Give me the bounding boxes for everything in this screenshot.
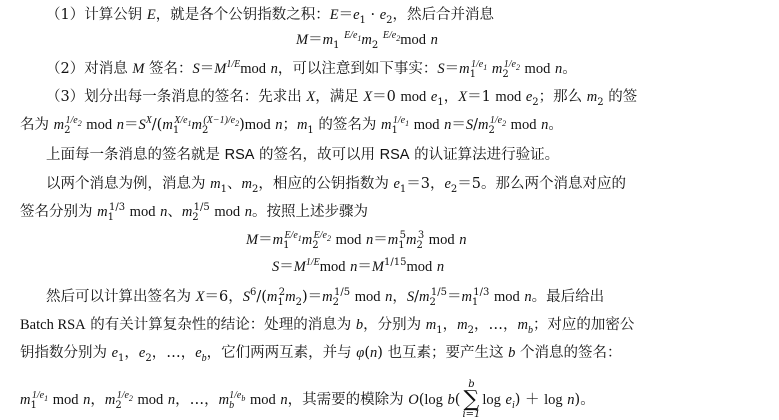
paragraph-verification: 上面每一条消息的签名就是 RSA 的签名，故可以用 RSA 的认证算法进行验证。 (46, 147, 560, 163)
paragraph-conclusion-line4: $m_1^{1/e_1}$ mod n，$m_2^{1/e_2}$ mod n，…，$m_b^{1/e_b}$ mod n，其需要的模除为 O(log b( b ∑ i=1 $\log e_i) + \log n$)。 (20, 379, 595, 420)
paragraph-step3-line2: 名为 $m_2^{1/e_2}$ mod $n=S^X/(m_1^{X/e_1}m_2^{(X-1)/e_2})mod$ n；$m_1$ 的签名为 $m_1^{1/e_1}$ mod $n=S/m_2^{1/e_2}$ mod n。 (20, 115, 563, 136)
equation-merge-message: $M=m_1$ $^{E/e_1}m_2$ $^{E/e_2}$mod n (296, 30, 438, 51)
paragraph-example-line2: 签名分别为 $m_1^{1/3}$ mod n、$m_2^{1/5}$ mod n。按照上述步骤为 (20, 202, 369, 223)
equation-example-m: $M=m_1^{E/e_1}m_2^{E/e_2}$ mod $n=m_1^5m_2^3$ mod n (246, 230, 467, 251)
paragraph-conclusion-line2: Batch RSA 的有关计算复杂性的结论：处理的消息为 b，分别为 $m_1$，$m_2$，…，$m_b$；对应的加密公 (20, 317, 635, 336)
paragraph-step3-line1: （3）划分出每一条消息的签名：先求出 X，满足 X＝0 mod $e_1$，X＝1 mod $e_2$；那么 $m_2$ 的签 (46, 89, 638, 108)
paragraph-conclusion-line1: 然后可以计算出签名为 X＝6，$S^6/(m_1^2m_2)=m_2^{1/5}$ mod n，$S/m_2^{1/5}=m_1^{1/3}$ mod n。最后给出 (46, 287, 605, 308)
equation-example-s: $S=M^{1/E}mod$ $n=M^{1/15}mod$ n (272, 257, 445, 275)
paragraph-example-line1: 以两个消息为例，消息为 $m_1$、$m_2$，相应的公钥指数为 $e_1=3$，$e_2=5$。那么两个消息对应的 (46, 176, 627, 195)
paragraph-step2-line: （2）对消息 M 签名：$S=M^{1/E}mod$ n，可以注意到如下事实：$S=m_1^{1/e_1}$ $m_2^{1/e_2}$ mod n。 (46, 59, 577, 80)
paragraph-step1-line: （1）计算公钥 E，就是各个公钥指数之积：$E=e_1 \cdot e_2$，然后合并消息 (46, 7, 495, 26)
paragraph-conclusion-line3: 钥指数分别为 $e_1$，$e_2$，…，$e_b$，它们两两互素，并与 φ(n) 也互素；要产生这 b 个消息的签名： (20, 345, 622, 364)
summation-sign: b ∑ i=1 (462, 379, 481, 420)
